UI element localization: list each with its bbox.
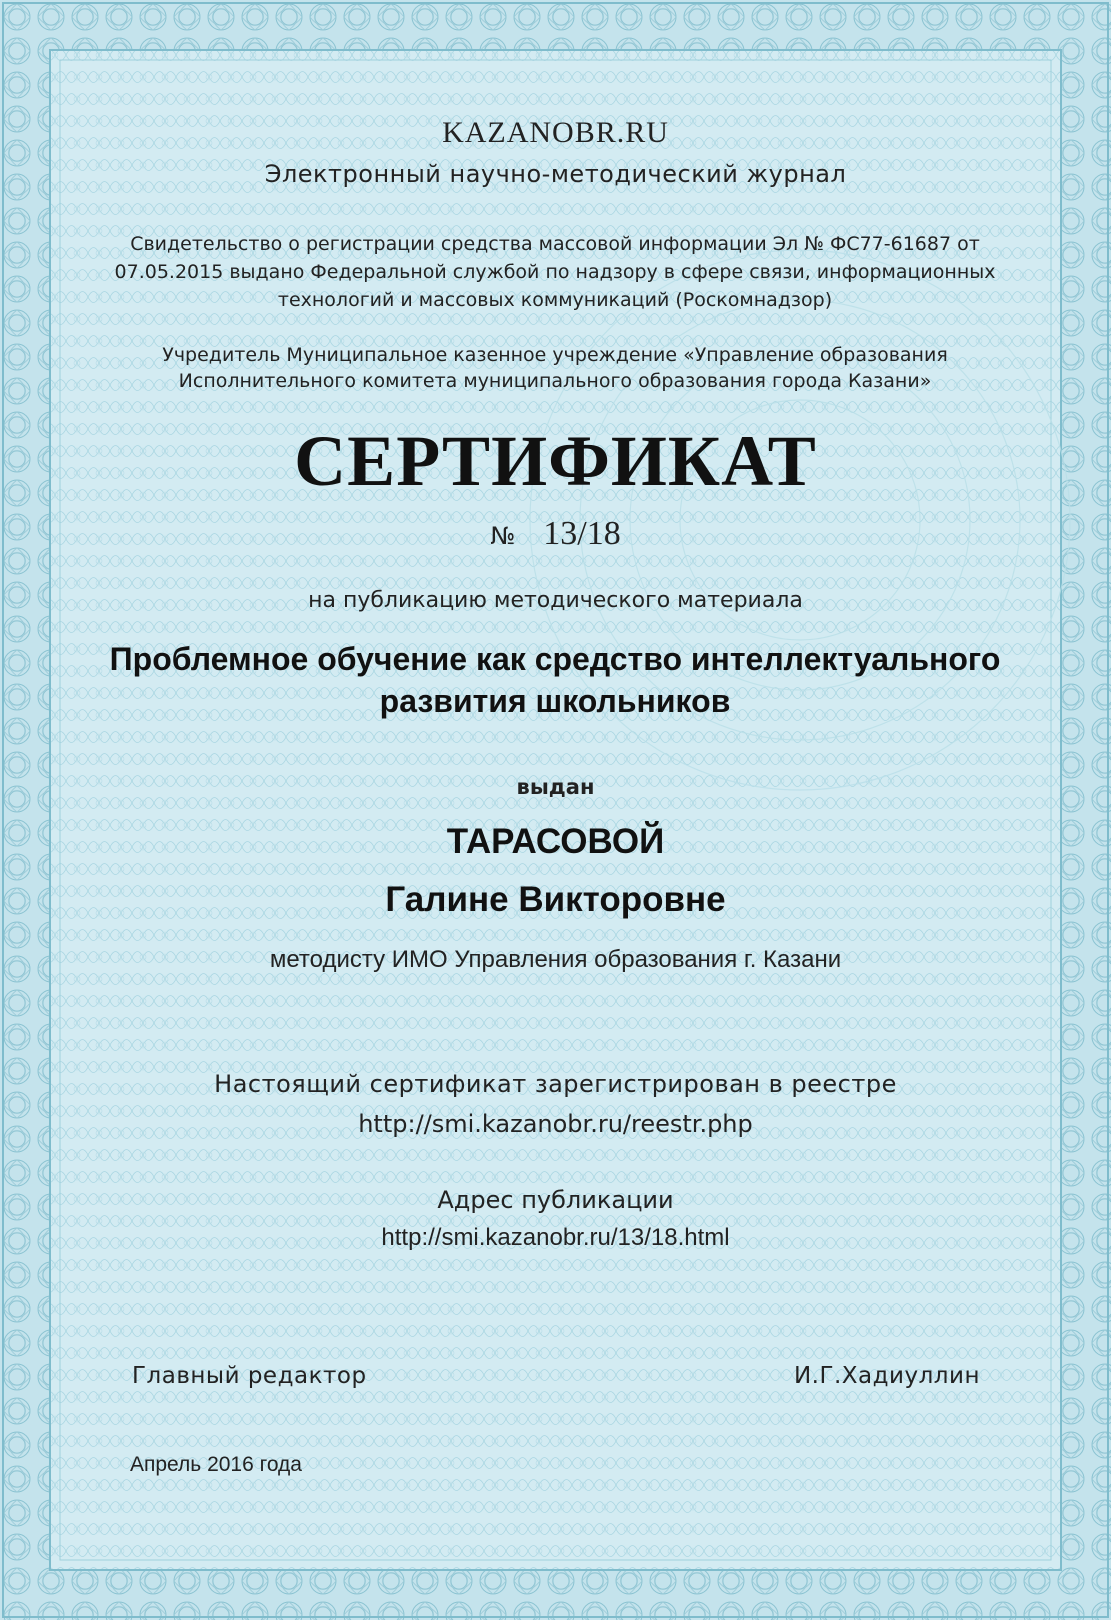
registration-info: Свидетельство о регистрации средства массовой информации Эл № ФС77-61687 от 07.05.2015 выдано Федеральной службой по надзору в сфере связи, информационных технологий и массовых коммуникаций (Роскомнадзор) (114, 233, 996, 311)
number-sign: № (490, 522, 516, 550)
journal-name: Электронный научно-методический журнал (264, 160, 847, 188)
recipient-given-name: Галине Викторовне (385, 880, 726, 919)
publication-address-label: Адрес публикации (437, 1186, 674, 1214)
certificate-number (0, 515, 1111, 553)
editor-label: Главный редактор (132, 1363, 367, 1389)
publication-url: http://smi.kazanobr.ru/13/18.html (381, 1224, 730, 1251)
recipient-surname: ТАРАСОВОЙ (446, 822, 665, 861)
issue-date: Апрель 2016 года (130, 1453, 302, 1476)
founder-info: Учредитель Муниципальное казенное учреждение «Управление образования Исполнительного комитета муниципального образования города Казани» (162, 344, 948, 392)
number-value: 13/18 (543, 515, 621, 552)
publication-purpose: на публикацию методического материала (308, 588, 803, 613)
registry-url: http://smi.kazanobr.ru/reestr.php (358, 1110, 753, 1138)
certificate-title: СЕРТИФИКАТ (294, 421, 817, 501)
issued-label: выдан (516, 775, 595, 799)
work-title: Проблемное обучение как средство интеллектуального развития школьников (109, 641, 1001, 719)
site-name: KAZANOBR.RU (442, 116, 669, 149)
recipient-position: методисту ИМО Управления образования г. Казани (269, 946, 842, 973)
registry-text: Настоящий сертификат зарегистрирован в реестре (214, 1070, 897, 1098)
editor-name: И.Г.Хадиуллин (793, 1363, 980, 1389)
